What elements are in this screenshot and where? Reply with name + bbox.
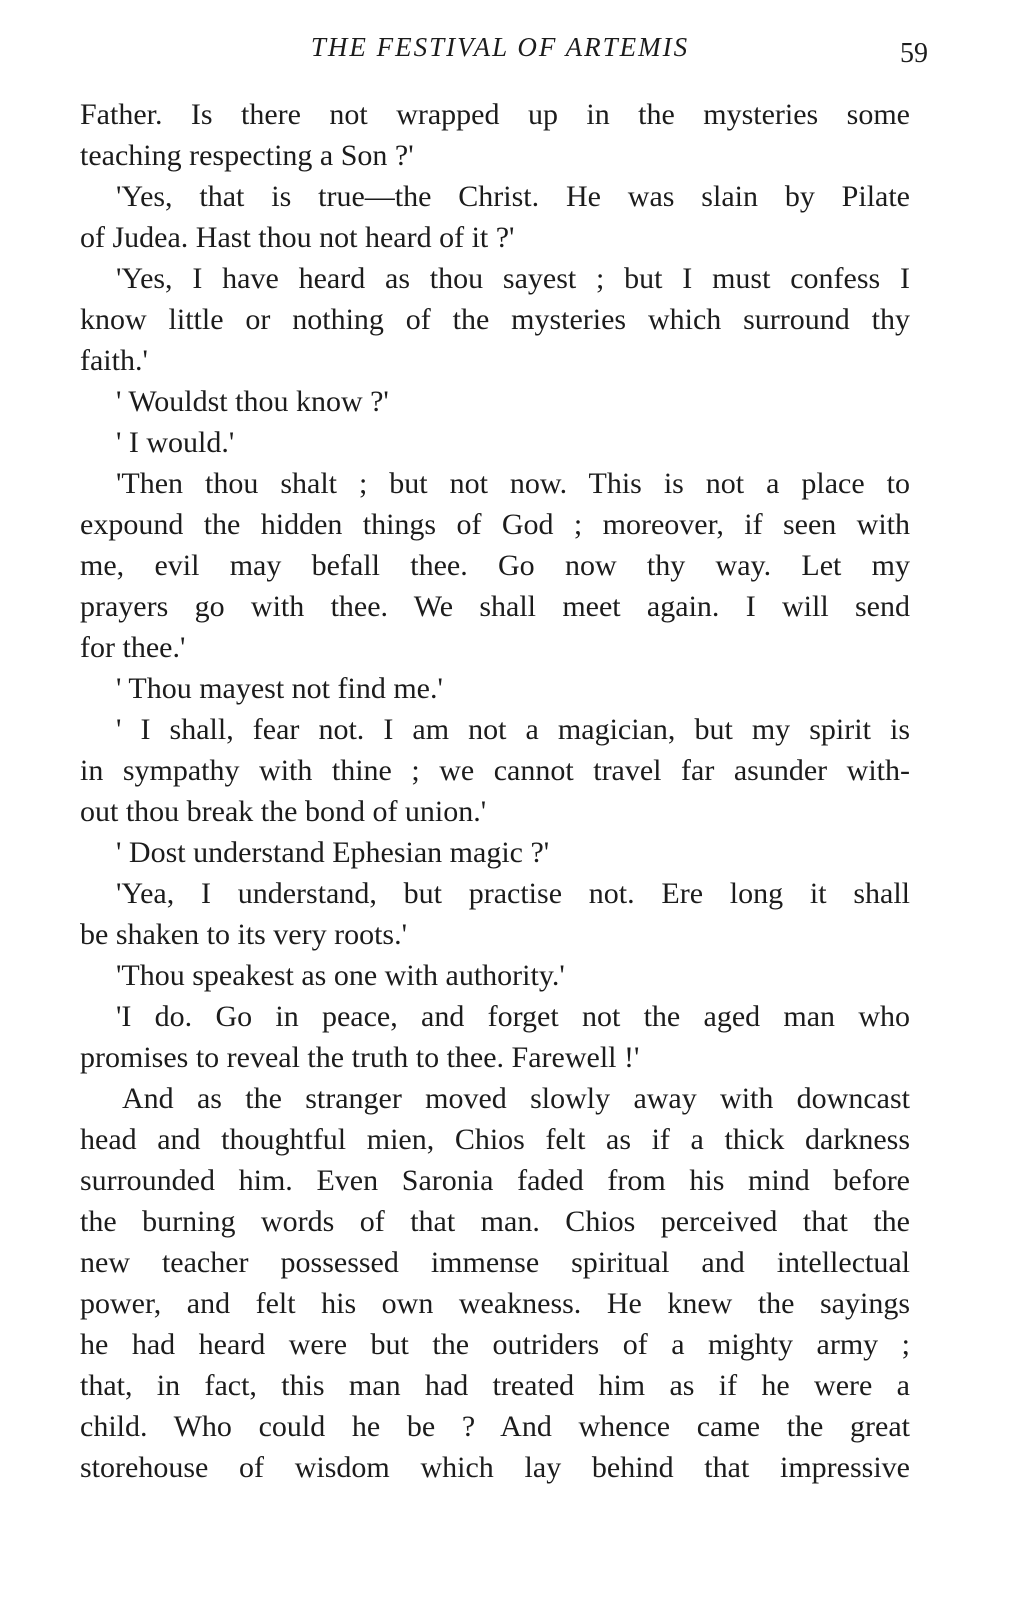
text-line: ' I would.' (116, 426, 235, 459)
text-line: new teacher possessed immense spiritual and intellectual (80, 1246, 910, 1279)
text-line: 'Yea, I understand, but practise not. Ere long it shall (116, 877, 910, 910)
running-head (80, 30, 928, 76)
text-line: ' Dost understand Ephesian magic ?' (116, 836, 550, 869)
text-line: the burning words of that man. Chios perceived that the (80, 1205, 910, 1238)
text-line: he had heard were but the outriders of a mighty army ; (80, 1328, 910, 1361)
text-line: Father. Is there not wrapped up in the mysteries some (80, 98, 910, 131)
text-line: be shaken to its very roots.' (80, 918, 408, 951)
text-line: And as the stranger moved slowly away with downcast (122, 1082, 910, 1115)
text-line: ' Wouldst thou know ?' (116, 385, 389, 418)
text-line: 'Yes, that is true—the Christ. He was slain by Pilate (116, 180, 910, 213)
text-line: 'I do. Go in peace, and forget not the aged man who (116, 1000, 910, 1033)
text-line: 'Thou speakest as one with authority.' (116, 959, 565, 992)
text-line: expound the hidden things of God ; moreover, if seen with (80, 508, 910, 541)
body-text (80, 94, 910, 1488)
text-line: power, and felt his own weakness. He knew the sayings (80, 1287, 910, 1320)
text-line: storehouse of wisdom which lay behind that impressive (80, 1451, 910, 1484)
text-line: know little or nothing of the mysteries which surround thy (80, 303, 910, 336)
text-line: child. Who could he be ? And whence came the great (80, 1410, 910, 1443)
text-line: out thou break the bond of union.' (80, 795, 487, 828)
text-line: of Judea. Hast thou not heard of it ?' (80, 221, 515, 254)
text-line: surrounded him. Even Saronia faded from his mind before (80, 1164, 910, 1197)
text-line: promises to reveal the truth to thee. Farewell !' (80, 1041, 640, 1074)
text-line: prayers go with thee. We shall meet again. I will send (80, 590, 910, 623)
text-line: that, in fact, this man had treated him as if he were a (80, 1369, 910, 1402)
text-line: teaching respecting a Son ?' (80, 139, 414, 172)
text-line: ' Thou mayest not find me.' (116, 672, 443, 705)
page-number: 59 (900, 38, 928, 69)
text-line: 'Then thou shalt ; but not now. This is not a place to (116, 467, 910, 500)
text-line: for thee.' (80, 631, 186, 664)
text-line: in sympathy with thine ; we cannot travel far asunder with- (80, 754, 910, 787)
text-line: head and thoughtful mien, Chios felt as if a thick darkness (80, 1123, 910, 1156)
text-line: me, evil may befall thee. Go now thy way. Let my (80, 549, 910, 582)
text-line: 'Yes, I have heard as thou sayest ; but I must confess I (116, 262, 910, 295)
running-title: THE FESTIVAL OF ARTEMIS (310, 32, 690, 62)
text-line: ' I shall, fear not. I am not a magician, but my spirit is (116, 713, 910, 746)
text-line: faith.' (80, 344, 148, 377)
